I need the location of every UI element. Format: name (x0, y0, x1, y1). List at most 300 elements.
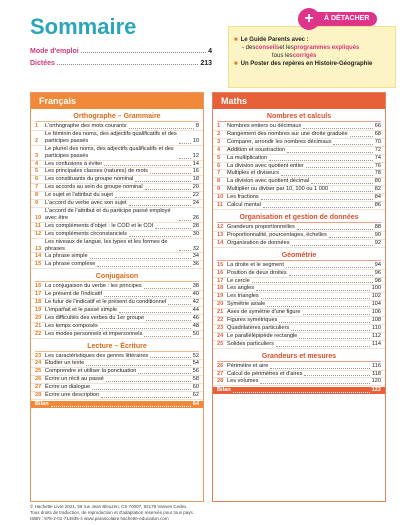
toc-entry[interactable] (213, 341, 385, 349)
maths-sections (213, 113, 385, 386)
leader-dots (129, 236, 191, 237)
bullet-icon: ■ (234, 61, 238, 67)
entry-number: 28 (35, 392, 42, 399)
entry-title: Calcul de périmètres et d'aires (227, 370, 303, 377)
entry-title: Solides particuliers (227, 340, 274, 347)
entry-title: Périmètre et aire (227, 362, 269, 369)
page-title: Sommaire (30, 14, 137, 39)
toc-entry[interactable] (31, 200, 203, 208)
toc-entry[interactable] (213, 278, 385, 286)
entry-title: Le futur de l'indicatif et le présent du conditionnel (45, 299, 167, 306)
entry-page: 20 (192, 184, 199, 191)
entry-number: 22 (217, 317, 224, 324)
leader-dots (263, 207, 373, 208)
toc-entry[interactable] (31, 184, 203, 192)
entry-page: 44 (192, 306, 199, 313)
entry-title: Symétrie axiale (227, 301, 266, 308)
leader-dots (303, 128, 372, 129)
footer-line1: © Hachette Livre 2021, 58 rue Jean Bleuzen, CS 70007, 92178 Vanves Cedex. (30, 504, 188, 509)
entry-number: 18 (35, 299, 42, 306)
section-divider (217, 222, 381, 223)
entry-number: 7 (217, 170, 221, 177)
entry-number: 26 (35, 376, 42, 383)
leader-dots (289, 275, 373, 276)
toc-entry[interactable] (213, 155, 385, 163)
entry-page: 100 (371, 285, 381, 292)
toc-entry[interactable] (31, 223, 203, 231)
entry-page: 52 (192, 352, 199, 359)
toc-entry[interactable] (213, 285, 385, 293)
toc-entry[interactable] (31, 161, 203, 169)
entry-page: 104 (371, 301, 381, 308)
entry-number: 9 (35, 200, 39, 207)
entry-title: Multiples et diviseurs (227, 170, 279, 177)
leader-dots (333, 144, 372, 145)
entry-page: 46 (192, 314, 199, 321)
toc-entry[interactable] (213, 170, 385, 178)
entry-page: 50 (192, 330, 199, 337)
leader-dots (303, 314, 370, 315)
leader-dots (106, 381, 191, 382)
entry-page: 72 (374, 146, 381, 153)
toc-entry[interactable] (213, 301, 385, 309)
leader-dots (276, 346, 370, 347)
entry-page: 8 (195, 123, 199, 129)
entry-number: 19 (217, 293, 224, 300)
entry-number: 7 (35, 184, 39, 191)
toc-entry[interactable] (31, 376, 203, 384)
toc-entry[interactable] (31, 176, 203, 184)
leader-dots (260, 383, 369, 384)
entry-title: Les confusions à éviter (45, 160, 103, 167)
entry-title: Les caractéristiques des genres littéraires (45, 352, 149, 359)
entry-number: 13 (217, 231, 224, 238)
entry-title: Les principales classes (natures) de mots (45, 168, 148, 175)
section-title: Lecture – Écriture (87, 342, 147, 350)
leader-dots (100, 328, 191, 329)
entry-page: 84 (374, 194, 381, 201)
entry-title: Les triangles (227, 293, 259, 300)
entry-title: Les niveaux de langue, les types et les formes de phrases (45, 238, 168, 252)
leader-dots (145, 189, 191, 190)
leader-dots (168, 304, 191, 305)
leader-dots (304, 375, 370, 376)
entry-title: Les constituants du groupe nominal (45, 176, 134, 183)
entry-number: 26 (217, 362, 224, 369)
leader-dots (330, 191, 373, 192)
leader-dots (269, 160, 373, 161)
bullet-icon: ■ (234, 37, 238, 43)
entry-title: Nombres entiers ou décimaux (227, 123, 302, 129)
toc-entry[interactable] (213, 270, 385, 278)
entry-page: 14 (192, 160, 199, 167)
entry-title: Les accords au sein du groupe nominal (45, 184, 143, 191)
entry-page: 110 (372, 324, 381, 331)
entry-title: Écrire un dialogue (45, 384, 91, 391)
toc-entry[interactable] (213, 262, 385, 270)
leader-dots (179, 250, 191, 251)
entry-title: Addition et soustraction (227, 146, 286, 153)
entry-title: Multiplier ou diviser par 10, 100 ou 1 000 (227, 186, 329, 193)
toc-entry[interactable] (213, 178, 385, 186)
entry-title: Comprendre et utiliser la ponctuation (45, 368, 137, 375)
entry-number: 27 (217, 370, 224, 377)
leader-dots (138, 373, 190, 374)
entry-number: 12 (35, 230, 42, 237)
entry-number: 20 (217, 301, 224, 308)
entry-page: 102 (371, 293, 381, 300)
entry-number: 1 (217, 123, 221, 129)
dictees-page: 213 (200, 60, 212, 67)
section-title: Grandeurs et mesures (261, 352, 337, 360)
section-divider (35, 281, 199, 282)
entry-page: 62 (192, 392, 199, 399)
entry-title: Les angles (227, 285, 255, 292)
entry-page: 24 (192, 200, 199, 207)
toc-entry[interactable] (31, 331, 203, 339)
entry-title: Quadrilatères particuliers (227, 324, 290, 331)
dictees-label: Dictées (30, 60, 55, 67)
entry-title: Le cercle (227, 277, 250, 284)
section-divider (35, 351, 199, 352)
toc-entry[interactable] (213, 293, 385, 301)
entry-page: 86 (374, 202, 381, 209)
entry-title: L'orthographe des mots courants (45, 123, 127, 129)
toc-entry[interactable] (213, 232, 385, 240)
leader-dots (256, 290, 370, 291)
leader-dots (261, 199, 373, 200)
bilan-label: Bilan (35, 401, 49, 407)
entry-number: 25 (35, 368, 42, 375)
bilan-label: Bilan (217, 387, 231, 394)
leader-dots (92, 389, 191, 390)
entry-number: 6 (35, 176, 39, 183)
entry-title: La conjugaison du verbe : les principes (45, 283, 142, 290)
entry-page: 56 (192, 368, 199, 375)
entry-page: 58 (192, 376, 199, 383)
toc-entry[interactable] (31, 299, 203, 307)
entry-page: 74 (374, 154, 381, 161)
toc-entry[interactable] (31, 253, 203, 261)
entry-number: 22 (35, 330, 42, 337)
toc-entry[interactable] (31, 261, 203, 269)
entry-title: Écrire un récit au passé (45, 376, 104, 383)
maths-bilan[interactable] (213, 387, 385, 394)
entry-page: 108 (371, 317, 381, 324)
entry-page: 36 (192, 261, 199, 268)
entry-page: 88 (374, 223, 381, 230)
toc-entry[interactable] (213, 325, 385, 333)
section-title: Organisation et gestion de données (239, 213, 359, 221)
detacher-line2a: - des (242, 45, 256, 51)
detacher-line3: tous les (272, 53, 293, 59)
toc-entry[interactable] (213, 194, 385, 202)
toc-entry[interactable] (213, 163, 385, 171)
leader-dots (179, 220, 191, 221)
leader-dots (135, 181, 190, 182)
toc-entry[interactable] (31, 392, 203, 400)
entry-number: 15 (217, 261, 224, 268)
toc-entry[interactable] (31, 131, 203, 146)
toc-entry[interactable] (213, 224, 385, 232)
entry-number: 23 (217, 324, 224, 331)
entry-number: 15 (35, 261, 42, 268)
toc-entry[interactable] (31, 239, 203, 254)
entry-page: 90 (374, 231, 381, 238)
toc-entry[interactable] (213, 240, 385, 248)
section-title: Conjugaison (95, 273, 139, 281)
maths-header: Maths (213, 93, 385, 109)
entry-title: Figures symétriques (227, 317, 278, 324)
entry-number: 8 (217, 178, 221, 185)
mode-emploi-label: Mode d'emploi (30, 48, 79, 55)
toc-entry[interactable] (213, 131, 385, 139)
entry-number: 24 (217, 332, 224, 339)
leader-dots (281, 175, 373, 176)
leader-dots (144, 336, 190, 337)
entry-number: 3 (35, 152, 39, 159)
entry-number: 19 (35, 306, 42, 313)
leader-dots (299, 338, 370, 339)
detacher-badge (298, 8, 394, 30)
section-divider (35, 121, 199, 122)
entry-number: 24 (35, 360, 42, 367)
leader-dots (270, 368, 370, 369)
toc-entry[interactable] (213, 147, 385, 155)
entry-number: 17 (217, 277, 224, 284)
francais-bilan[interactable] (31, 401, 203, 408)
entry-page: 70 (374, 138, 381, 145)
entry-page: 38 (192, 283, 199, 290)
entry-page: 22 (192, 192, 199, 199)
toc-entry[interactable] (31, 283, 203, 291)
toc-entry[interactable] (213, 123, 385, 131)
entry-number: 11 (217, 202, 223, 209)
entry-title: La phrase simple (45, 253, 88, 260)
toc-entry[interactable] (213, 363, 385, 371)
entry-number: 16 (217, 269, 224, 276)
plus-icon: + (298, 8, 320, 30)
entry-number: 14 (217, 239, 224, 246)
entry-page: 16 (192, 168, 199, 175)
leader-dots (104, 296, 191, 297)
entry-page: 26 (192, 214, 199, 221)
mode-emploi-link[interactable] (30, 48, 212, 55)
detacher-line3b: corrigés (292, 53, 317, 59)
entry-number: 12 (217, 223, 224, 230)
entry-number: 2 (35, 137, 39, 144)
entry-page: 118 (372, 370, 381, 377)
entry-number: 9 (217, 186, 221, 193)
maths-column (212, 92, 386, 502)
entry-number: 18 (217, 285, 224, 292)
entry-title: Les difficultés des verbes du 1er groupe (45, 314, 145, 321)
entry-page: 54 (192, 360, 199, 367)
toc-entry[interactable] (31, 315, 203, 323)
toc-entry[interactable] (31, 192, 203, 200)
mode-emploi-page: 4 (208, 48, 212, 55)
toc-entry[interactable] (213, 371, 385, 379)
leader-dots (291, 330, 370, 331)
dictees-link[interactable] (30, 60, 212, 67)
entry-number: 5 (217, 154, 221, 161)
toc-entry[interactable] (213, 309, 385, 317)
leader-dots (86, 365, 191, 366)
detacher-line1: Le Guide Parents avec : (240, 37, 309, 43)
toc-entry[interactable] (31, 384, 203, 392)
toc-entry[interactable] (31, 291, 203, 299)
section-title: Nombres et calculs (266, 113, 332, 120)
detacher-line2c: et les (279, 45, 294, 51)
entry-page: 76 (374, 162, 381, 169)
leader-dots (90, 258, 191, 259)
leader-dots (150, 173, 191, 174)
entry-number: 4 (217, 146, 221, 153)
entry-title: Position de deux droites (227, 269, 287, 276)
entry-number: 17 (35, 291, 42, 298)
leader-dots (279, 322, 369, 323)
leader-dots (57, 64, 198, 65)
entry-title: L'accord de l'attribut et du participe passé employé avec être (45, 207, 171, 221)
entry-title: Le féminin des noms, des adjectifs qualificatifs et des participes passés (45, 130, 177, 144)
entry-number: 28 (217, 378, 224, 385)
leader-dots (261, 298, 370, 299)
entry-title: Comparer, arrondir les nombres décimaux (227, 138, 332, 145)
entry-number: 11 (35, 222, 41, 229)
detacher-line2b: conseils (255, 45, 280, 51)
entry-page: 68 (374, 130, 381, 137)
entry-page: 28 (192, 222, 199, 229)
entry-number: 3 (217, 138, 221, 145)
entry-title: Axes de symétrie d'une figure (227, 309, 301, 316)
entry-page: 82 (374, 186, 381, 193)
section-divider (217, 121, 381, 122)
entry-number: 10 (217, 194, 224, 201)
leader-dots (51, 401, 191, 407)
entry-page: 112 (372, 332, 381, 339)
entry-title: La division avec quotient entier (227, 162, 304, 169)
leader-dots (97, 266, 190, 267)
toc-entry[interactable] (213, 139, 385, 147)
detacher-line2d: programmes expliqués (293, 45, 360, 51)
francais-column (30, 92, 204, 502)
toc-entry[interactable] (213, 333, 385, 341)
toc-entry[interactable] (31, 168, 203, 176)
entry-number: 8 (35, 192, 39, 199)
footer-line2: Tous droits de traduction, de reproduction et d'adaptation réservés pour tous pays. (30, 510, 194, 515)
section-divider (217, 260, 381, 261)
toc-entry[interactable] (213, 202, 385, 210)
entry-title: Le pluriel des noms, des adjectifs qualificatifs et des participes passés (45, 145, 174, 159)
entry-page: 12 (192, 152, 199, 159)
entry-title: La multiplication (227, 154, 268, 161)
entry-number: 25 (217, 340, 224, 347)
toc-entry[interactable] (213, 378, 385, 386)
entry-page: 96 (374, 269, 381, 276)
entry-number: 6 (217, 162, 221, 169)
leader-dots (179, 143, 191, 144)
leader-dots (101, 397, 191, 398)
entry-title: Le parallélépipède rectangle (227, 332, 298, 339)
entry-title: Le présent de l'indicatif (45, 291, 103, 298)
leader-dots (252, 282, 373, 283)
francais-header: Français (31, 93, 203, 109)
entry-number: 27 (35, 384, 42, 391)
entry-title: La droite et le segment (227, 261, 284, 268)
entry-page: 92 (374, 239, 381, 246)
toc-entry[interactable] (213, 186, 385, 194)
leader-dots (81, 52, 206, 53)
leader-dots (155, 228, 190, 229)
leader-dots (311, 183, 373, 184)
footer-line3: ISBN : 978-2-01-714935-4 www.parascolaire.hachette-education.com (30, 516, 169, 521)
entry-number: 20 (35, 314, 42, 321)
toc-entry[interactable] (31, 323, 203, 331)
entry-page: 42 (192, 299, 199, 306)
entry-number: 1 (35, 123, 39, 129)
leader-dots (306, 167, 373, 168)
entry-number: 21 (217, 309, 224, 316)
toc-entry[interactable] (31, 360, 203, 368)
entry-title: L'imparfait et le passé simple (45, 306, 117, 313)
entry-page: 94 (374, 261, 381, 268)
entry-number: 23 (35, 352, 42, 359)
entry-page: 48 (192, 322, 199, 329)
leader-dots (233, 387, 370, 393)
entry-page: 80 (374, 178, 381, 185)
toc-entry[interactable] (31, 208, 203, 223)
entry-number: 14 (35, 253, 42, 260)
leader-dots (179, 158, 191, 159)
entry-title: Les compléments d'objet : le COD et le COI (45, 222, 154, 229)
entry-number: 21 (35, 322, 42, 329)
entry-page: 18 (192, 176, 199, 183)
toc-entry[interactable] (31, 231, 203, 239)
entry-number: 16 (35, 283, 42, 290)
toc-entry[interactable] (213, 317, 385, 325)
toc-entry[interactable] (31, 123, 203, 131)
entry-title: Les compléments circonstanciels (45, 230, 128, 237)
leader-dots (329, 237, 373, 238)
entry-page: 116 (372, 362, 381, 369)
entry-title: Organisation de données (227, 239, 290, 246)
leader-dots (146, 320, 191, 321)
entry-number: 10 (35, 214, 42, 221)
leader-dots (119, 312, 191, 313)
francais-sections (31, 113, 203, 400)
entry-title: Calcul mental (227, 202, 261, 209)
entry-number: 2 (217, 130, 221, 137)
detacher-content (234, 36, 392, 68)
entry-title: Grandeurs proportionnelles (227, 223, 295, 230)
toc-entry[interactable] (31, 307, 203, 315)
entry-title: Les fractions (227, 194, 259, 201)
detacher-line4: Un Poster des repères en Histoire-Géographie (240, 61, 373, 67)
entry-title: Rangement des nombres sur une droite graduée (227, 130, 348, 137)
leader-dots (129, 128, 194, 129)
toc-entry[interactable] (31, 146, 203, 161)
section-title: Orthographe – Grammaire (73, 113, 161, 120)
entry-number: 4 (35, 160, 39, 167)
leader-dots (286, 267, 373, 268)
entry-number: 5 (35, 168, 39, 175)
entry-page: 98 (374, 277, 381, 284)
entry-page: 106 (371, 309, 381, 316)
leader-dots (115, 197, 191, 198)
entry-page: 120 (371, 378, 381, 385)
entry-page: 34 (192, 253, 199, 260)
leader-dots (292, 245, 373, 246)
